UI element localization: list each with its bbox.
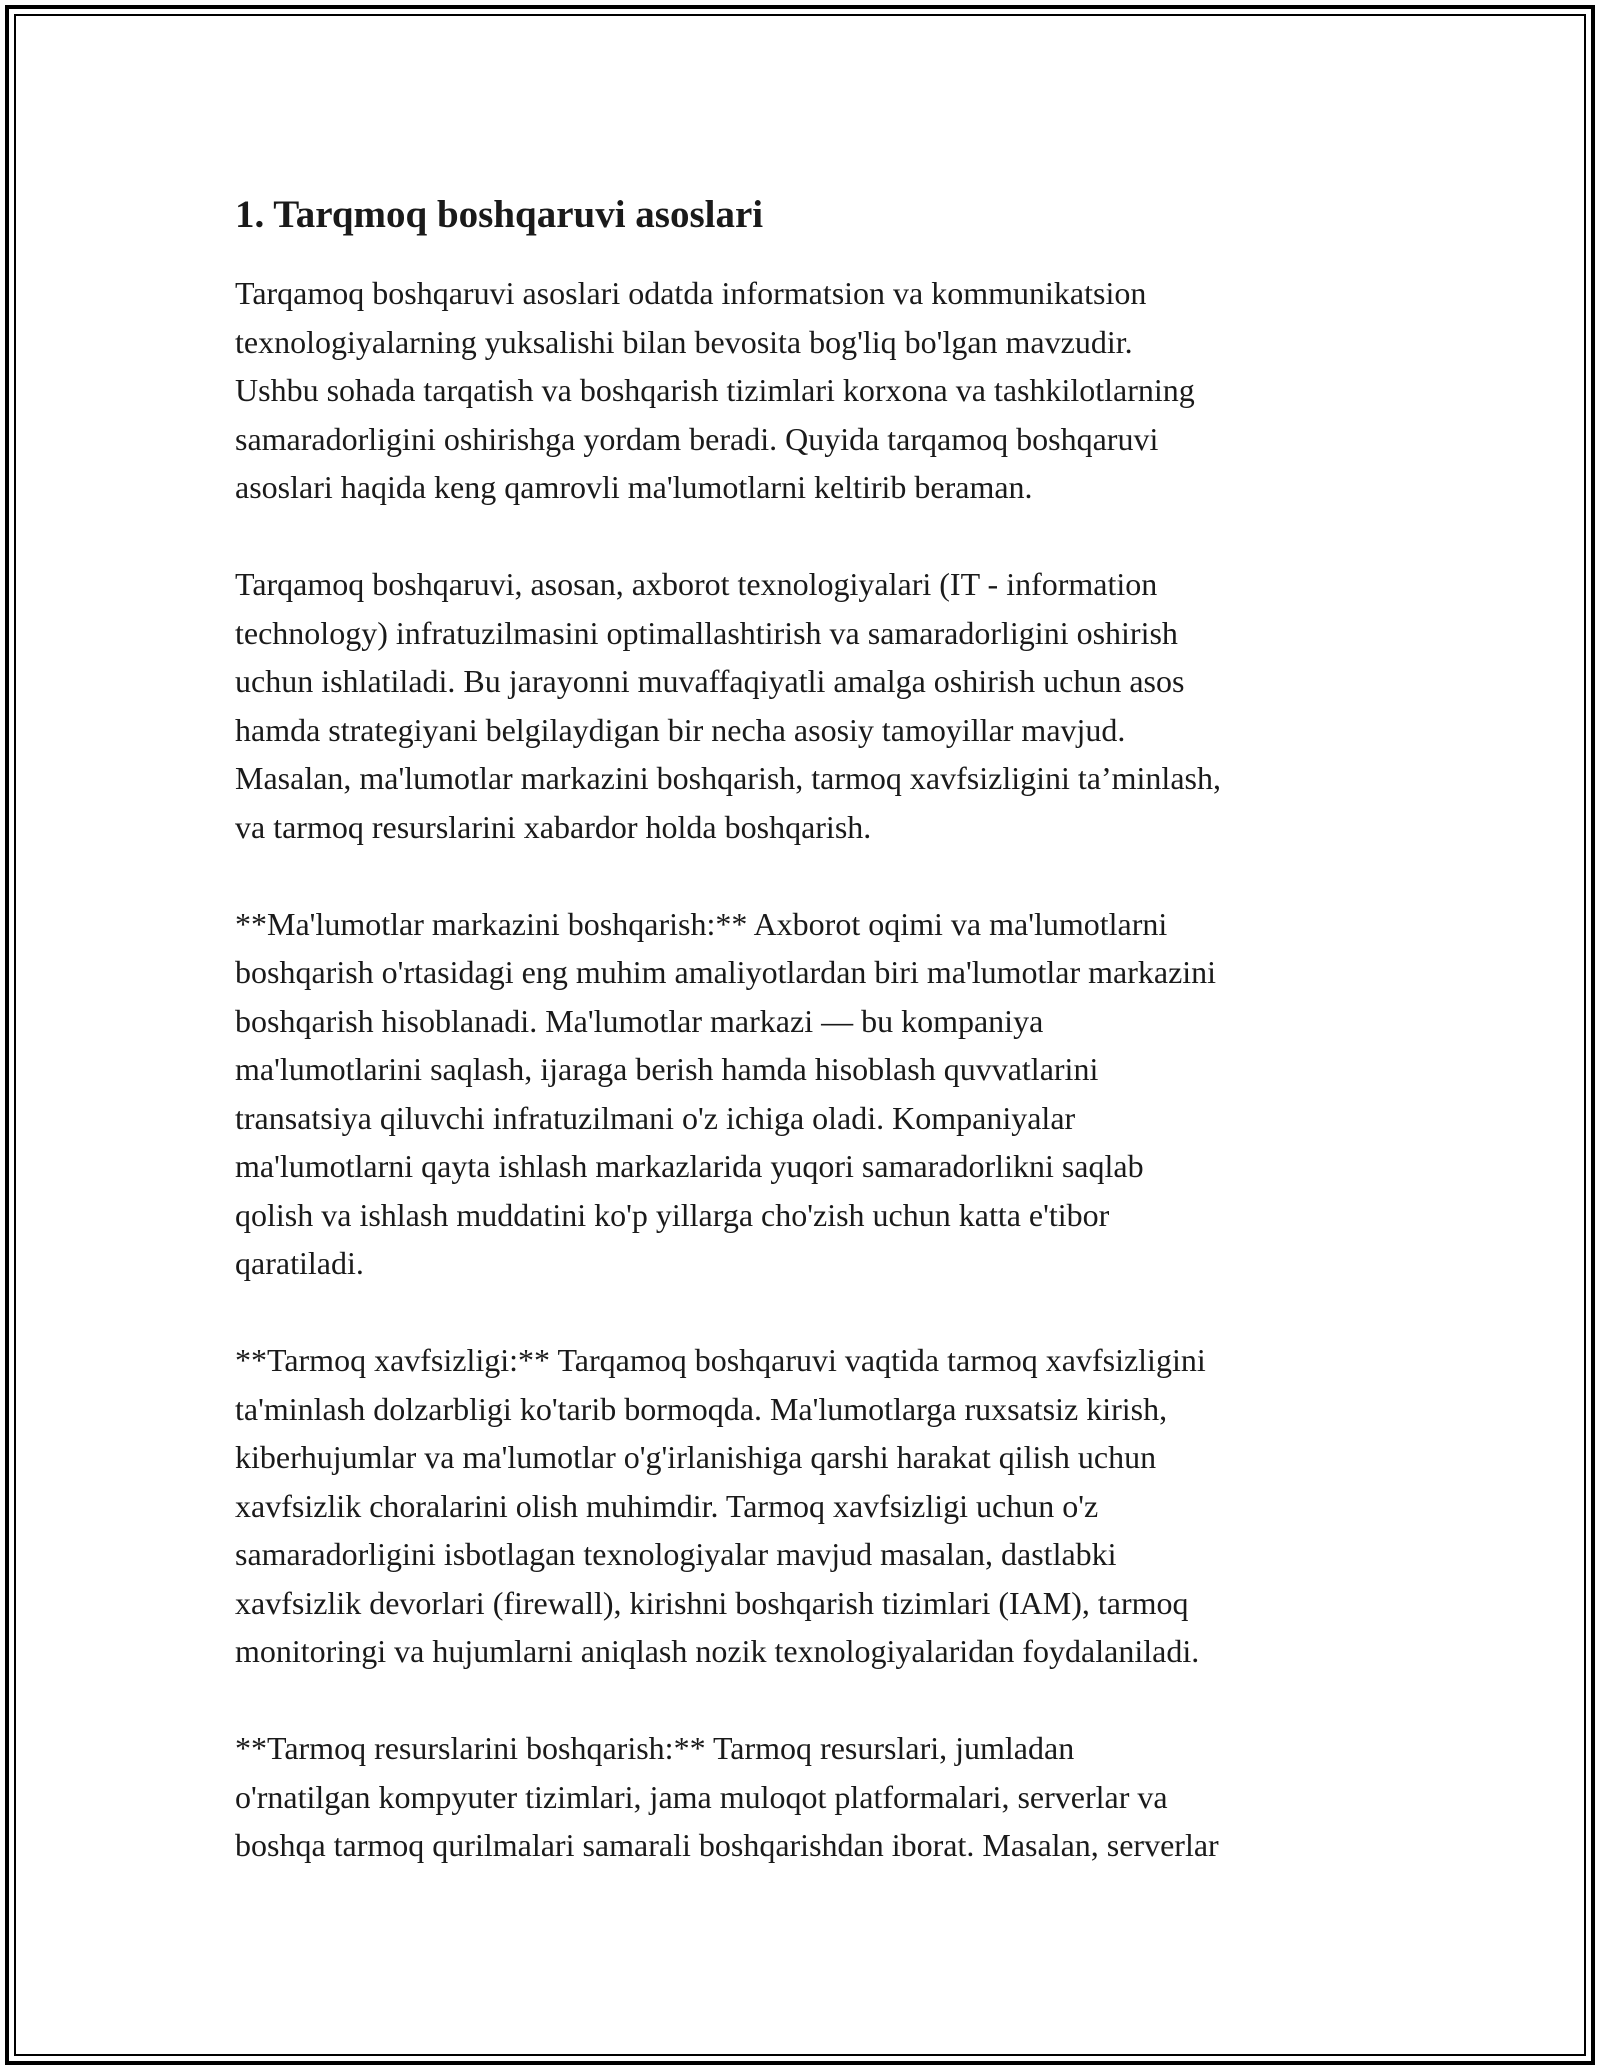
text-line: technology) infratuzilmasini optimallashtirish va samaradorligini oshirish: [235, 614, 1178, 651]
text-line: uchun ishlatiladi. Bu jarayonni muvaffaqiyatli amalga oshirish uchun asos: [235, 663, 1185, 699]
text-line: boshqarish hisoblanadi. Ma'lumotlar markazi — bu kompaniya: [235, 1002, 1044, 1039]
paragraphs: [235, 269, 1385, 1870]
text-line: transatsiya qiluvchi infratuzilmani o'z ichiga oladi. Kompaniyalar: [235, 1099, 1076, 1136]
text-line: **Tarmoq resurslarini boshqarish:** Tarmoq resurslari, jumladan: [235, 1730, 1075, 1766]
document-body: [235, 185, 1385, 1918]
paragraph: [235, 1336, 1385, 1676]
text-line: **Ma'lumotlar markazini boshqarish:** Axborot oqimi va ma'lumotlarni: [235, 905, 1168, 942]
text-line: ma'lumotlarini saqlash, ijaraga berish hamda hisoblash quvvatlarini: [235, 1051, 1099, 1087]
text-line: ma'lumotlarni qayta ishlash markazlarida yuqori samaradorlikni saqlab: [235, 1148, 1144, 1184]
text-line: boshqarish o'rtasidagi eng muhim amaliyotlardan biri ma'lumotlar markazini: [235, 954, 1217, 990]
text-line: asoslari haqida keng qamrovli ma'lumotlarni keltirib beraman.: [235, 469, 1033, 505]
text-line: boshqa tarmoq qurilmalari samarali boshqarishdan iborat. Masalan, serverlar: [235, 1827, 1219, 1863]
text-line: texnologiyalarning yuksalishi bilan bevosita bog'liq bo'lgan mavzudir.: [235, 323, 1133, 360]
text-line: **Tarmoq xavfsizligi:** Tarqamoq boshqaruvi vaqtida tarmoq xavfsizligini: [235, 1342, 1206, 1378]
text-line: Tarqamoq boshqaruvi asoslari odatda informatsion va kommunikatsion: [235, 275, 1147, 311]
text-line: xavfsizlik choralarini olish muhimdir. Tarmoq xavfsizligi uchun o'z: [235, 1487, 1099, 1524]
text-line: monitoringi va hujumlarni aniqlash nozik texnologiyalaridan foydalaniladi.: [235, 1633, 1200, 1669]
text-line: Tarqamoq boshqaruvi, asosan, axborot texnologiyalari (IT - information: [235, 566, 1158, 602]
paragraph: [235, 900, 1385, 1288]
section-title: 1. Tarqmoq boshqaruvi asoslari: [235, 193, 764, 236]
text-line: o'rnatilgan kompyuter tizimlari, jama muloqot platformalari, serverlar va: [235, 1778, 1168, 1815]
text-line: kiberhujumlar va ma'lumotlar o'g'irlanishiga qarshi harakat qilish uchun: [235, 1439, 1157, 1475]
text-line: va tarmoq resurslarini xabardor holda boshqarish.: [235, 808, 872, 845]
paragraph: [235, 269, 1385, 512]
text-line: samaradorligini isbotlagan texnologiyalar mavjud masalan, dastlabki: [235, 1536, 1117, 1572]
text-line: Ushbu sohada tarqatish va boshqarish tizimlari korxona va tashkilotlarning: [235, 372, 1195, 408]
text-line: Masalan, ma'lumotlar markazini boshqarish, tarmoq xavfsizligini ta’minlash,: [235, 760, 1221, 796]
text-line: ta'minlash dolzarbligi ko'tarib bormoqda. Ma'lumotlarga ruxsatsiz kirish,: [235, 1390, 1168, 1427]
text-line: samaradorligini oshirishga yordam beradi. Quyida tarqamoq boshqaruvi: [235, 420, 1159, 457]
paragraph: [235, 1724, 1385, 1870]
text-line: qaratiladi.: [235, 1245, 364, 1281]
text-line: hamda strategiyani belgilaydigan bir necha asosiy tamoyillar mavjud.: [235, 711, 1126, 748]
text-line: xavfsizlik devorlari (firewall), kirishni boshqarish tizimlari (IAM), tarmoq: [235, 1584, 1189, 1621]
paragraph: [235, 560, 1385, 851]
text-line: qolish va ishlash muddatini ko'p yillarga cho'zish uchun katta e'tibor: [235, 1196, 1110, 1233]
